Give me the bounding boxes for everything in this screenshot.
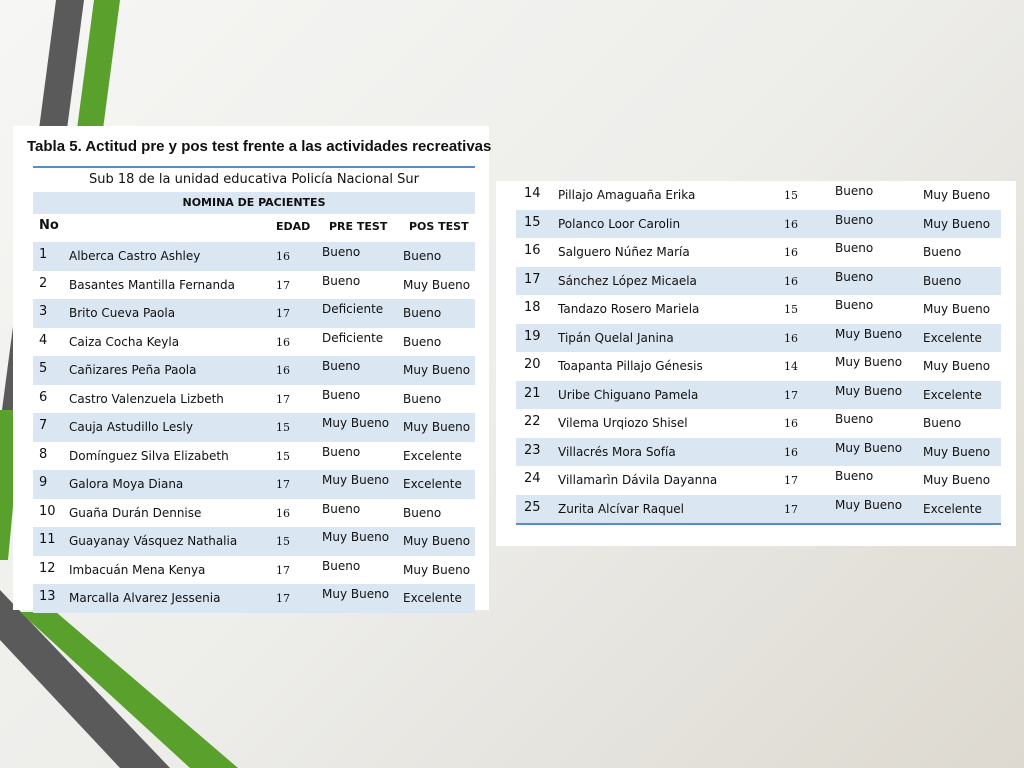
cell-pos-test: Bueno bbox=[403, 249, 442, 263]
table-row bbox=[33, 499, 475, 528]
cell-pre-test: Bueno bbox=[835, 412, 874, 426]
cell-age: 16 bbox=[784, 331, 798, 345]
cell-age: 16 bbox=[276, 250, 290, 263]
cell-name: Cauja Astudillo Lesly bbox=[69, 420, 193, 434]
cell-age: 16 bbox=[784, 217, 798, 231]
cell-pos-test: Muy Bueno bbox=[923, 216, 991, 231]
cell-pre-test: Muy Bueno bbox=[835, 326, 903, 341]
cell-pos-test: Bueno bbox=[403, 391, 442, 406]
cell-age: 16 bbox=[276, 364, 290, 377]
cell-age: 17 bbox=[784, 502, 798, 516]
cell-age: 17 bbox=[784, 474, 798, 487]
cell-name: Cañizares Peña Paola bbox=[69, 363, 197, 377]
cell-pre-test: Muy Bueno bbox=[835, 497, 903, 512]
cell-age: 15 bbox=[276, 421, 290, 434]
cell-pre-test: Bueno bbox=[322, 558, 361, 573]
cell-pre-test: Bueno bbox=[835, 212, 874, 227]
cell-no: 4 bbox=[39, 332, 48, 348]
table-row bbox=[33, 271, 475, 300]
cell-age: 17 bbox=[276, 278, 290, 292]
cell-pre-test: Bueno bbox=[322, 245, 361, 259]
cell-pre-test: Muy Bueno bbox=[835, 383, 903, 398]
cell-pos-test: Muy Bueno bbox=[923, 359, 991, 373]
cell-pos-test: Muy Bueno bbox=[403, 534, 471, 548]
table-row bbox=[33, 299, 475, 328]
cell-no: 17 bbox=[524, 271, 541, 287]
cell-name: Uribe Chiguano Pamela bbox=[558, 387, 699, 402]
cell-pre-test: Deficiente bbox=[322, 330, 384, 345]
cell-age: 17 bbox=[276, 478, 290, 491]
table-row bbox=[33, 470, 475, 499]
cell-name: Guaña Durán Dennise bbox=[69, 505, 202, 520]
cell-name: Villamarìn Dávila Dayanna bbox=[558, 473, 718, 487]
table-row bbox=[33, 328, 475, 357]
table-body-right bbox=[516, 181, 1001, 525]
cell-pre-test: Bueno bbox=[322, 359, 361, 373]
table-body-left bbox=[33, 242, 475, 613]
cell-name: Basantes Mantilla Fernanda bbox=[69, 277, 236, 292]
cell-pre-test: Bueno bbox=[322, 501, 361, 516]
cell-no: 16 bbox=[524, 243, 541, 258]
table-row bbox=[516, 466, 1001, 495]
cell-pre-test: Bueno bbox=[835, 269, 874, 284]
cell-age: 15 bbox=[276, 535, 290, 548]
cell-pre-test: Bueno bbox=[835, 469, 874, 483]
cell-name: Marcalla Alvarez Jessenia bbox=[69, 591, 221, 605]
cell-pos-test: Muy Bueno bbox=[923, 188, 991, 202]
cell-pre-test: Bueno bbox=[322, 444, 361, 459]
table-row bbox=[516, 267, 1001, 296]
cell-no: 5 bbox=[39, 361, 48, 376]
cell-name: Alberca Castro Ashley bbox=[69, 249, 201, 263]
table-row bbox=[33, 413, 475, 442]
cell-no: 22 bbox=[524, 414, 541, 429]
table-row bbox=[516, 409, 1001, 438]
cell-pos-test: Excelente bbox=[923, 501, 982, 516]
cell-no: 9 bbox=[39, 475, 48, 490]
cell-pre-test: Muy Bueno bbox=[322, 530, 390, 544]
cell-name: Polanco Loor Carolin bbox=[558, 216, 681, 231]
cell-pos-test: Muy Bueno bbox=[403, 363, 471, 377]
table-row bbox=[33, 385, 475, 414]
cell-name: Toapanta Pillajo Génesis bbox=[558, 359, 703, 373]
cell-age: 17 bbox=[276, 563, 290, 577]
table-row bbox=[33, 442, 475, 471]
cell-name: Caiza Cocha Keyla bbox=[69, 334, 180, 349]
cell-no: 15 bbox=[524, 214, 541, 230]
cell-age: 16 bbox=[784, 417, 798, 430]
cell-name: Guayanay Vásquez Nathalia bbox=[69, 534, 238, 548]
cell-age: 16 bbox=[276, 506, 290, 520]
cell-name: Imbacuán Mena Kenya bbox=[69, 562, 206, 577]
cell-no: 23 bbox=[524, 442, 541, 458]
cell-pos-test: Muy Bueno bbox=[923, 444, 991, 459]
table-caption: Tabla 5. Actitud pre y pos test frente a las actividades recreativas bbox=[27, 138, 492, 155]
cell-pre-test: Muy Bueno bbox=[322, 416, 390, 430]
table-row bbox=[516, 324, 1001, 353]
cell-pos-test: Excelente bbox=[403, 477, 462, 491]
cell-no: 10 bbox=[39, 503, 56, 519]
header-pos-test: POS TEST bbox=[409, 220, 469, 233]
table-row bbox=[516, 352, 1001, 381]
cell-name: Pillajo Amaguaña Erika bbox=[558, 188, 696, 202]
cell-pre-test: Muy Bueno bbox=[835, 440, 903, 455]
cell-no: 6 bbox=[39, 389, 48, 405]
cell-pos-test: Bueno bbox=[403, 334, 442, 349]
cell-no: 12 bbox=[39, 560, 56, 576]
cell-no: 13 bbox=[39, 589, 56, 604]
cell-pos-test: Bueno bbox=[403, 505, 442, 520]
cell-no: 14 bbox=[524, 186, 541, 201]
table-row bbox=[516, 181, 1001, 210]
cell-name: Brito Cueva Paola bbox=[69, 306, 176, 320]
cell-age: 16 bbox=[784, 246, 798, 259]
table-row bbox=[516, 295, 1001, 324]
table-row bbox=[516, 210, 1001, 239]
cell-pos-test: Bueno bbox=[403, 306, 442, 320]
cell-no: 21 bbox=[524, 385, 541, 401]
cell-name: Tipán Quelal Janina bbox=[558, 330, 674, 345]
table-row bbox=[516, 381, 1001, 410]
cell-pos-test: Excelente bbox=[403, 448, 462, 463]
header-pre-test: PRE TEST bbox=[329, 220, 388, 233]
cell-name: Galora Moya Diana bbox=[69, 477, 184, 491]
cell-age: 15 bbox=[784, 303, 798, 316]
cell-no: 25 bbox=[524, 499, 541, 515]
cell-no: 8 bbox=[39, 446, 48, 462]
cell-pos-test: Bueno bbox=[923, 245, 962, 259]
cell-age: 17 bbox=[784, 388, 798, 402]
cell-age: 17 bbox=[276, 392, 290, 406]
cell-pos-test: Excelente bbox=[923, 330, 982, 345]
cell-no: 20 bbox=[524, 357, 541, 372]
header-no: No bbox=[39, 218, 59, 233]
group-header: NOMINA DE PACIENTES bbox=[33, 192, 475, 214]
cell-name: Villacrés Mora Sofía bbox=[558, 444, 676, 459]
cell-pos-test: Muy Bueno bbox=[403, 420, 471, 434]
cell-pos-test: Bueno bbox=[923, 273, 962, 288]
cell-name: Salguero Núñez María bbox=[558, 245, 690, 259]
cell-no: 1 bbox=[39, 247, 48, 262]
cell-name: Vilema Urqiozo Shisel bbox=[558, 416, 688, 430]
table-subtitle: Sub 18 de la unidad educativa Policía Nacional Sur bbox=[33, 166, 475, 194]
cell-pre-test: Deficiente bbox=[322, 302, 384, 316]
cell-pos-test: Bueno bbox=[923, 416, 962, 430]
cell-pos-test: Muy Bueno bbox=[403, 562, 471, 577]
table-panel-left bbox=[13, 126, 492, 610]
table-row bbox=[516, 495, 1001, 524]
cell-age: 15 bbox=[276, 449, 290, 463]
cell-age: 14 bbox=[784, 360, 798, 373]
cell-age: 16 bbox=[784, 445, 798, 459]
cell-pos-test: Excelente bbox=[403, 591, 462, 605]
table-row bbox=[33, 242, 475, 271]
cell-age: 17 bbox=[276, 592, 290, 605]
cell-no: 18 bbox=[524, 300, 541, 315]
cell-no: 3 bbox=[39, 304, 48, 319]
cell-name: Sánchez López Micaela bbox=[558, 273, 697, 288]
cell-pre-test: Bueno bbox=[835, 298, 874, 312]
table-row bbox=[516, 438, 1001, 467]
cell-age: 16 bbox=[276, 335, 290, 349]
cell-no: 24 bbox=[524, 471, 541, 486]
cell-pre-test: Bueno bbox=[322, 387, 361, 402]
table-row bbox=[33, 556, 475, 585]
cell-pos-test: Excelente bbox=[923, 387, 982, 402]
cell-pre-test: Muy Bueno bbox=[322, 473, 390, 487]
cell-pre-test: Bueno bbox=[322, 273, 361, 288]
cell-no: 11 bbox=[39, 532, 56, 547]
cell-name: Domínguez Silva Elizabeth bbox=[69, 448, 229, 463]
column-headers bbox=[33, 214, 475, 240]
table-panel-right bbox=[496, 181, 1016, 546]
cell-name: Zurita Alcívar Raquel bbox=[558, 501, 685, 516]
cell-age: 17 bbox=[276, 307, 290, 320]
cell-name: Tandazo Rosero Mariela bbox=[558, 302, 700, 316]
cell-no: 2 bbox=[39, 275, 48, 291]
cell-pos-test: Muy Bueno bbox=[403, 277, 471, 292]
cell-pre-test: Bueno bbox=[835, 184, 874, 198]
table-row bbox=[33, 356, 475, 385]
cell-name: Castro Valenzuela Lizbeth bbox=[69, 391, 224, 406]
cell-pos-test: Muy Bueno bbox=[923, 302, 991, 316]
cell-pre-test: Bueno bbox=[835, 241, 874, 255]
cell-pre-test: Muy Bueno bbox=[322, 587, 390, 601]
cell-age: 15 bbox=[784, 189, 798, 202]
cell-pos-test: Muy Bueno bbox=[923, 473, 991, 487]
table-row bbox=[33, 527, 475, 556]
header-edad: EDAD bbox=[276, 220, 311, 233]
cell-age: 16 bbox=[784, 274, 798, 288]
cell-pre-test: Muy Bueno bbox=[835, 355, 903, 369]
table-row bbox=[33, 584, 475, 613]
cell-no: 19 bbox=[524, 328, 541, 344]
table-row bbox=[516, 238, 1001, 267]
cell-no: 7 bbox=[39, 418, 48, 433]
